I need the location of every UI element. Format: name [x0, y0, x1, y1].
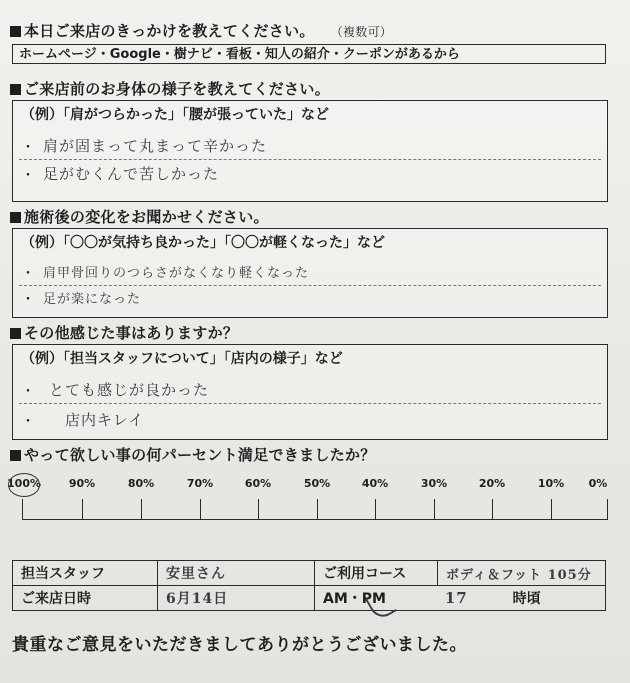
scale-tick: [82, 499, 83, 519]
handwritten-answer: 店内キレイ: [65, 411, 145, 429]
staff-label: 担当スタッフ: [13, 561, 158, 586]
answer-box-2: [12, 100, 608, 202]
question-1: [10, 20, 392, 41]
scale-tick: [492, 499, 493, 519]
question-3-title: 施術後の変化をお聞かせください。: [24, 208, 269, 226]
satisfaction-scale-line: [22, 519, 608, 520]
scale-label: 20%: [478, 477, 506, 490]
staff-value: [158, 561, 315, 586]
question-5-title: やって欲しい事の何パーセント満足できましたか？: [24, 446, 376, 464]
example-text: （例）「〇〇が気持ち良かった」「〇〇が軽くなった」など: [21, 235, 385, 251]
scale-label: 90%: [68, 477, 96, 490]
bullet: ・: [21, 414, 35, 430]
hour-suffix: 時頃: [512, 591, 541, 607]
scale-tick: [258, 499, 259, 519]
handwritten-answer: 肩が固まって丸まって辛かった: [43, 137, 268, 155]
bullet: ・: [21, 384, 35, 400]
square-bullet-icon: [10, 450, 21, 461]
bullet: ・: [21, 292, 35, 308]
scale-label: 60%: [244, 477, 272, 490]
satisfaction-scale-labels: [0, 477, 630, 495]
scale-tick: [551, 499, 552, 519]
selected-100-circle: [8, 473, 40, 497]
question-1-title: 本日ご来店のきっかけを教えてください。: [24, 22, 315, 40]
date-label: ご来店日時: [13, 586, 158, 611]
scale-tick: [141, 499, 142, 519]
closing-message: 貴重なご意見をいただきましてありがとうございました。: [12, 635, 467, 655]
scale-tick: [434, 499, 435, 519]
example-text: （例）「肩がつらかった」「腰が張っていた」など: [21, 107, 329, 123]
handwritten-staff: 安里さん: [166, 566, 226, 582]
handwritten-answer: 肩甲骨回りのつらさがなくなり軽くなった: [43, 266, 310, 281]
answer-box-4: [12, 344, 608, 440]
handwritten-date: 6月14日: [166, 591, 229, 607]
handwritten-course: ボディ＆フット 105分: [446, 567, 592, 583]
square-bullet-icon: [10, 84, 21, 95]
scale-label: 100%: [7, 477, 41, 490]
scale-label: 70%: [186, 477, 214, 490]
scale-tick: [22, 499, 23, 519]
scale-tick: [607, 499, 608, 519]
course-value: [438, 561, 606, 586]
table-row: [13, 561, 606, 586]
divider: [19, 285, 601, 286]
scale-label: 30%: [420, 477, 448, 490]
example-text: （例）「担当スタッフについて」「店内の様子」など: [21, 351, 343, 367]
scale-tick: [200, 499, 201, 519]
handwritten-answer: 足が楽になった: [43, 292, 142, 307]
time-cell: [315, 586, 606, 611]
date-value: [158, 586, 315, 611]
answer-box-3: [12, 228, 608, 318]
scale-tick: [375, 499, 376, 519]
ampm-text: AM・PM: [323, 591, 386, 607]
handwritten-answer: とても感じが良かった: [49, 381, 210, 399]
scale-label: 80%: [127, 477, 155, 490]
visit-reason-options: ホームページ・Google・樹ナビ・看板・知人の紹介・クーポンがあるから: [12, 44, 606, 64]
question-2-title: ご来店前のお身体の様子を教えてください。: [24, 80, 331, 98]
divider: [19, 159, 601, 160]
question-5: [10, 444, 376, 465]
scale-label: 50%: [303, 477, 331, 490]
bullet: ・: [21, 168, 35, 184]
course-label: ご利用コース: [315, 561, 438, 586]
scale-tick: [317, 499, 318, 519]
divider: [19, 403, 601, 404]
scale-label: 0%: [588, 477, 608, 490]
question-1-note: （複数可）: [336, 25, 393, 39]
question-4-title: その他感じた事はありますか？: [24, 324, 239, 342]
question-3: [10, 206, 269, 227]
table-row: [13, 586, 606, 611]
question-4: [10, 322, 238, 343]
square-bullet-icon: [10, 328, 21, 339]
square-bullet-icon: [10, 26, 21, 37]
scale-label: 10%: [537, 477, 565, 490]
bullet: ・: [21, 140, 35, 156]
square-bullet-icon: [10, 212, 21, 223]
handwritten-answer: 足がむくんで苦しかった: [43, 165, 220, 183]
bullet: ・: [21, 266, 35, 282]
visit-info-table: [12, 560, 606, 611]
handwritten-hour: 17: [444, 589, 468, 607]
scale-label: 40%: [361, 477, 389, 490]
question-2: [10, 78, 330, 99]
